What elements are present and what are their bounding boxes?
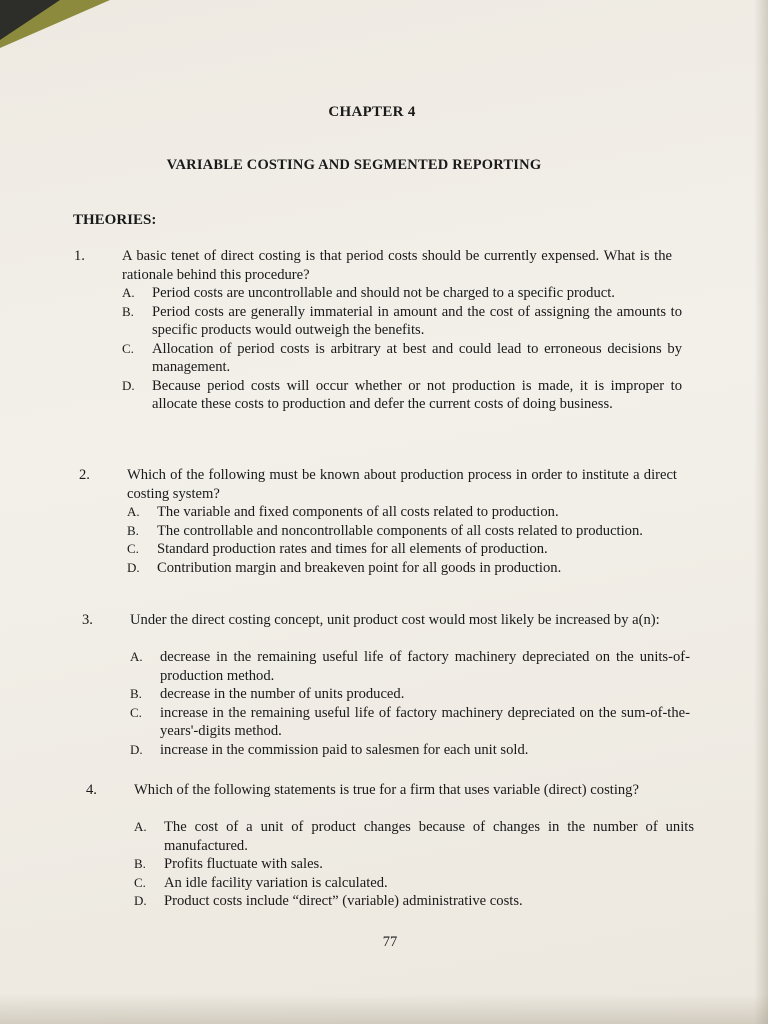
- choice-letter: D.: [130, 741, 143, 757]
- chapter-subtitle: VARIABLE COSTING AND SEGMENTED REPORTING: [166, 157, 542, 173]
- choice-list: [130, 648, 690, 759]
- choice-d: [127, 559, 687, 578]
- choice-a: [134, 818, 694, 855]
- question-stem: Which of the following statements is true for a firm that uses variable (direct) costing?: [134, 782, 639, 798]
- choice-text: The controllable and noncontrollable components of all costs related to production.: [157, 522, 643, 539]
- choice-text: increase in the commission paid to salesmen for each unit sold.: [160, 741, 529, 758]
- choice-letter: A.: [130, 649, 143, 664]
- choice-letter: A.: [134, 819, 147, 834]
- question-number: 4.: [86, 782, 97, 798]
- choice-text: decrease in the number of units produced.: [160, 686, 405, 702]
- choice-a: [130, 648, 690, 685]
- choice-letter: A.: [127, 504, 140, 519]
- choice-text: Profits fluctuate with sales.: [164, 856, 323, 872]
- page-number: 77: [382, 934, 398, 950]
- choice-text: Standard production rates and times for all elements of production.: [157, 541, 548, 557]
- choice-letter: B.: [122, 303, 134, 319]
- choice-text: The variable and fixed components of all costs related to production.: [157, 504, 559, 520]
- choice-c: [127, 540, 687, 559]
- choice-d: [122, 377, 682, 414]
- choice-text: Period costs are uncontrollable and should not be charged to a specific product.: [152, 285, 615, 301]
- question-stem: Under the direct costing concept, unit product cost would most likely be increased by a(n):: [130, 612, 660, 628]
- choice-b: [130, 685, 690, 704]
- choice-text: decrease in the remaining useful life of factory machinery depreciated on the units-of-production method.: [160, 649, 690, 684]
- choice-list: [122, 284, 682, 414]
- choice-letter: C.: [134, 874, 146, 890]
- question-number: 3.: [82, 612, 93, 628]
- choice-letter: B.: [127, 522, 139, 538]
- choice-text: Contribution margin and breakeven point for all goods in production.: [157, 559, 562, 576]
- choice-letter: D.: [122, 377, 135, 393]
- question-number: 2.: [79, 467, 90, 483]
- choice-a: [122, 284, 682, 303]
- choice-text: Product costs include “direct” (variable) administrative costs.: [164, 893, 523, 909]
- choice-a: [127, 503, 687, 522]
- question-number: 1.: [74, 248, 85, 264]
- choice-text: Because period costs will occur whether or not production is made, it is improper to allocate these costs to production and defer the current costs of doing business.: [152, 377, 682, 412]
- choice-text: Allocation of period costs is arbitrary at best and could lead to erroneous decisions by management.: [152, 340, 682, 375]
- choice-letter: D.: [127, 559, 140, 575]
- choice-text: An idle facility variation is calculated.: [164, 874, 388, 891]
- choice-letter: C.: [127, 541, 139, 556]
- choice-text: Period costs are generally immaterial in amount and the cost of assigning the amounts to specific products would outweigh the benefits.: [152, 303, 682, 338]
- choice-text: The cost of a unit of product changes because of changes in the number of units manufactured.: [164, 819, 694, 854]
- choice-c: [122, 340, 682, 377]
- choice-list: [134, 818, 694, 911]
- choice-b: [127, 522, 687, 541]
- choice-letter: A.: [122, 285, 135, 300]
- choice-b: [134, 855, 694, 874]
- question-stem: A basic tenet of direct costing is that period costs should be currently expensed. What is the rationale behind this procedure?: [122, 248, 672, 283]
- choice-b: [122, 303, 682, 340]
- choice-letter: C.: [130, 704, 142, 720]
- choice-text: increase in the remaining useful life of factory machinery depreciated on the sum-of-the-years'-digits method.: [160, 704, 690, 739]
- choice-letter: B.: [130, 686, 142, 701]
- choice-d: [134, 892, 694, 911]
- choice-c: [134, 874, 694, 893]
- choice-letter: D.: [134, 893, 147, 908]
- choice-letter: B.: [134, 856, 146, 871]
- choice-d: [130, 741, 690, 760]
- chapter-title: CHAPTER 4: [328, 104, 416, 120]
- choice-letter: C.: [122, 340, 134, 356]
- choice-list: [127, 503, 687, 577]
- choice-c: [130, 704, 690, 741]
- section-heading: THEORIES:: [73, 212, 157, 228]
- question-stem: Which of the following must be known about production process in order to institute a direct costing system?: [127, 467, 677, 502]
